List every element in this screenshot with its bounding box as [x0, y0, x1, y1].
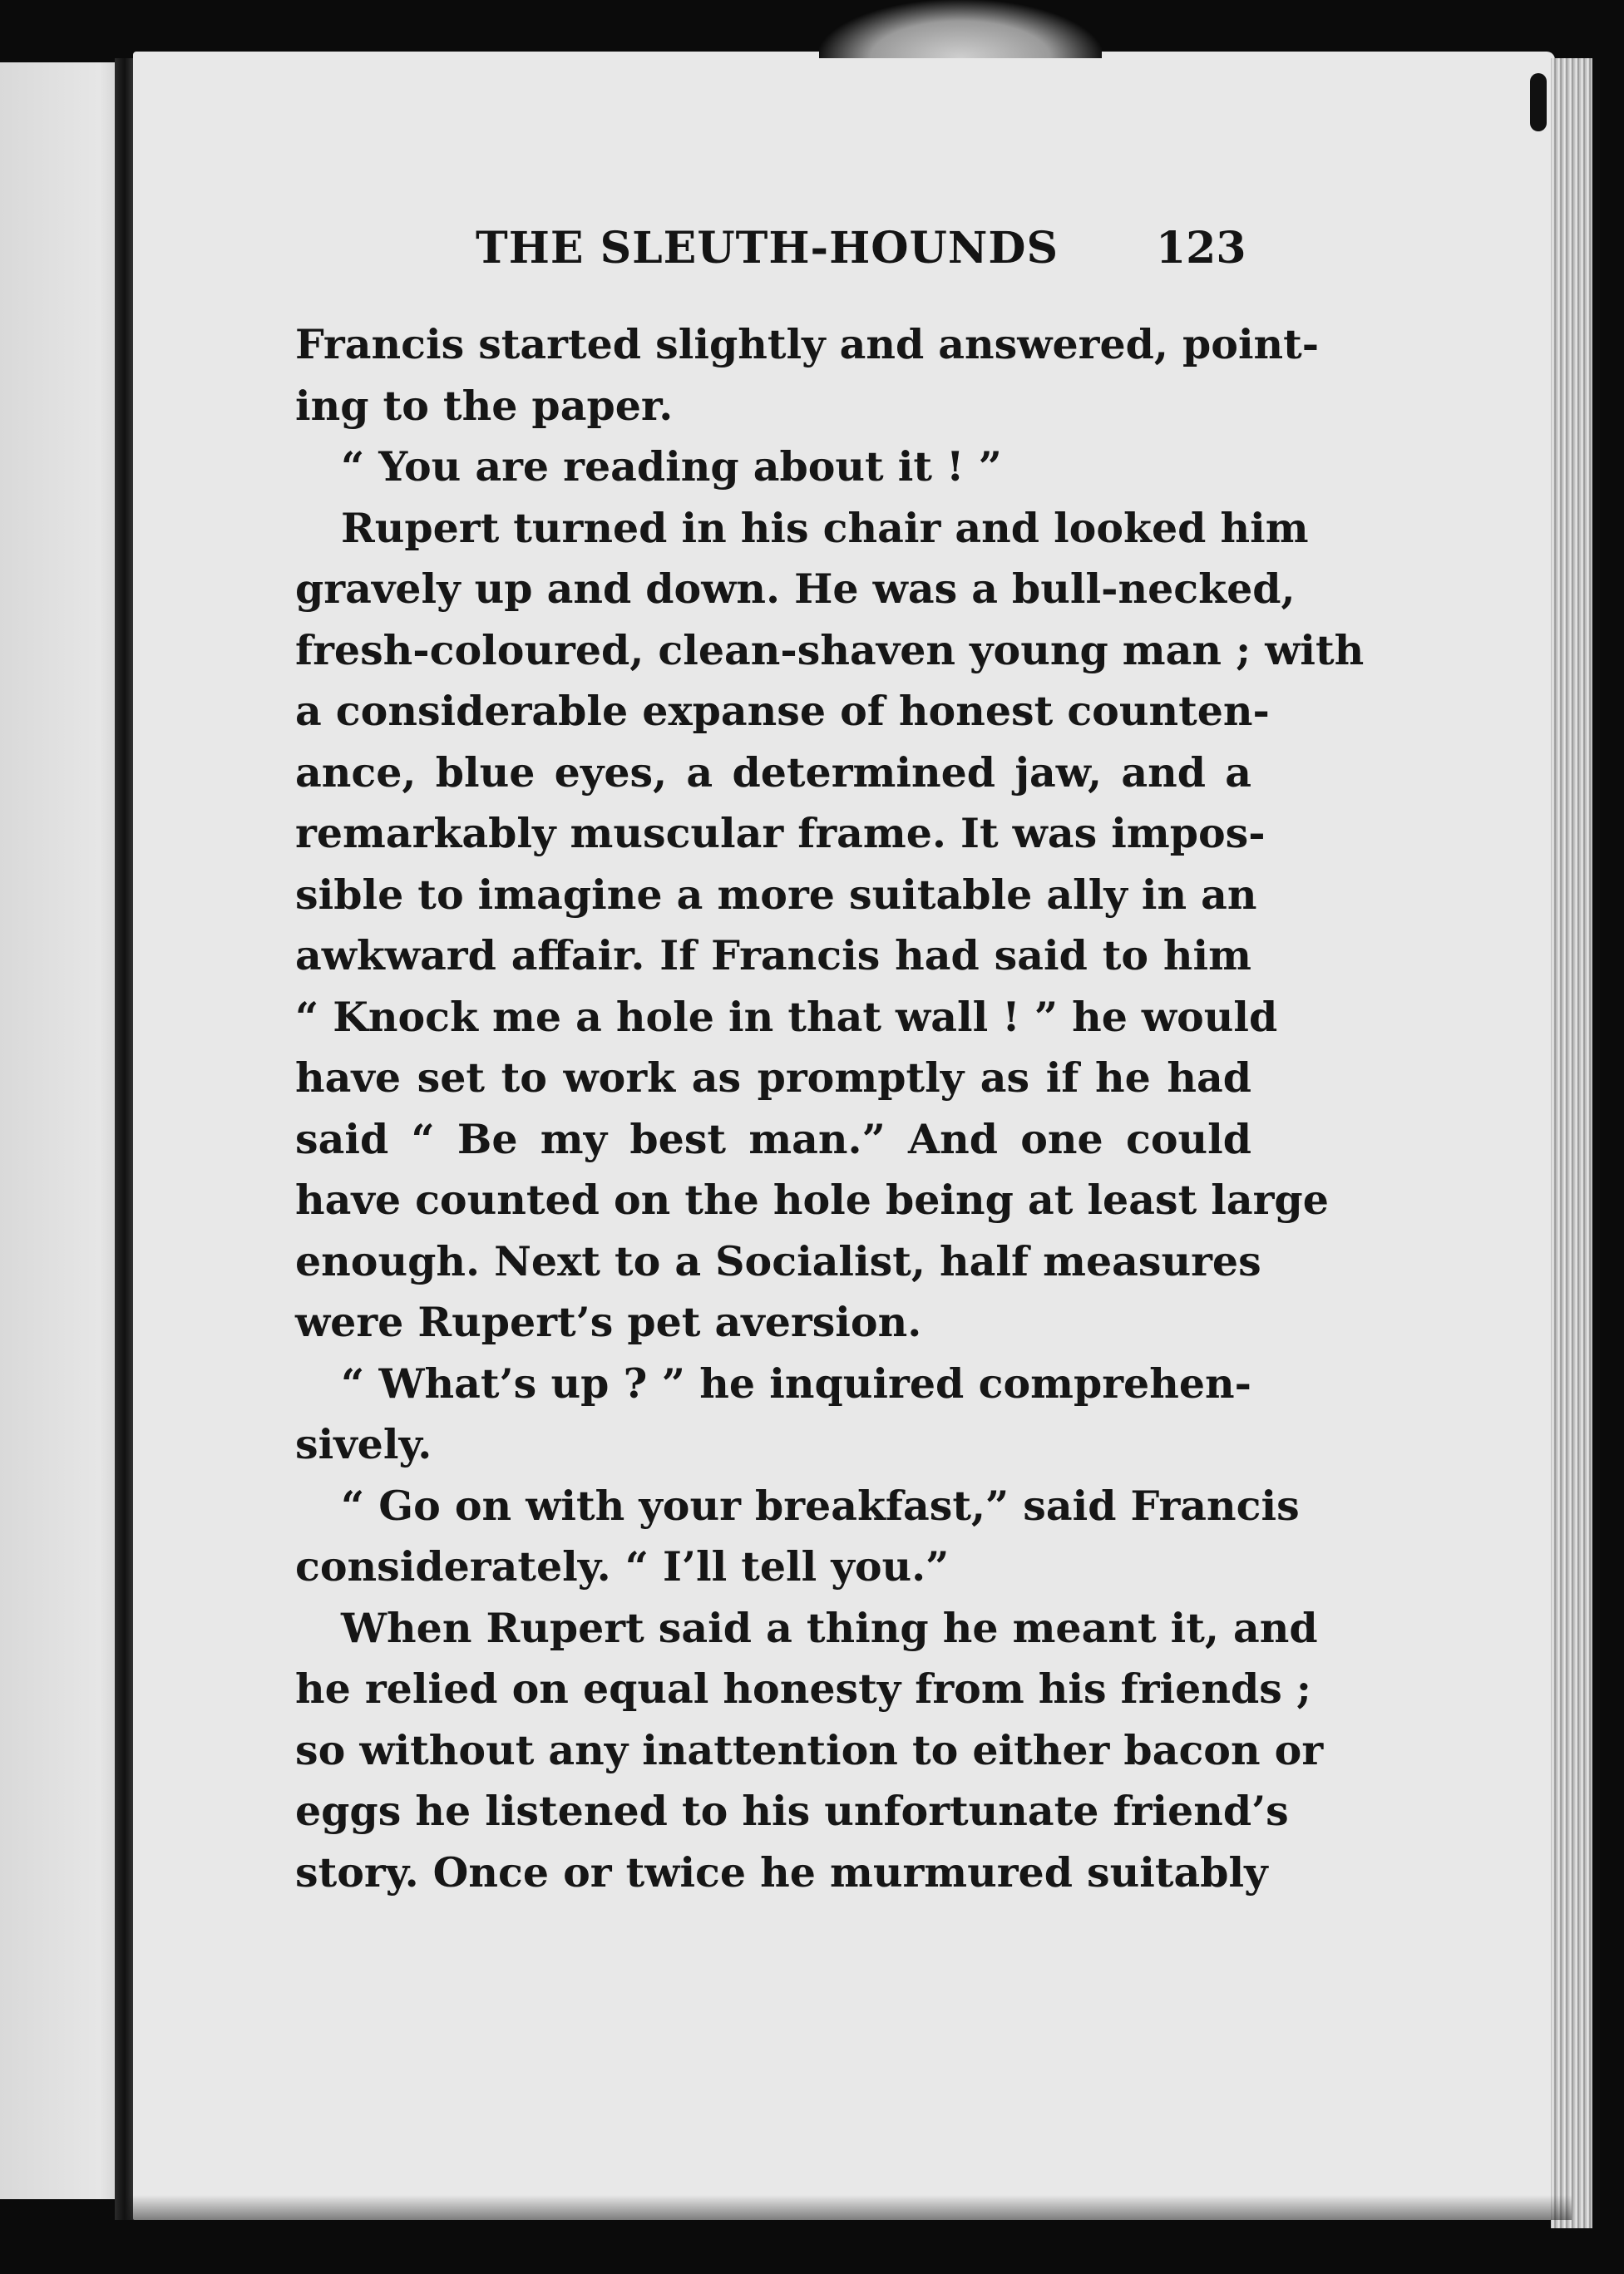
- text-line: gravely up and down. He was a bull-necked,: [295, 565, 1296, 613]
- text-line: “ You are reading about it ! ”: [341, 442, 1002, 491]
- text-line: so without any inattention to either bacon or: [295, 1725, 1324, 1774]
- text-line: Francis started slightly and answered, point-: [295, 320, 1320, 368]
- torn-paper-fragment: [819, 0, 1102, 58]
- text-line: eggs he listened to his unfortunate friend’s: [295, 1787, 1289, 1835]
- text-line: ance, blue eyes, a determined jaw, and a: [295, 747, 1251, 797]
- text-line: awkward affair. If Francis had said to him: [295, 931, 1251, 979]
- text-line: “ What’s up ? ” he inquired comprehen-: [341, 1359, 1251, 1408]
- text-line: sible to imagine a more suitable ally in an: [295, 870, 1257, 919]
- page-number: 123: [1156, 223, 1246, 274]
- text-line: When Rupert said a thing he meant it, and: [341, 1603, 1318, 1652]
- text-line: considerately. “ I’ll tell you.”: [295, 1542, 950, 1591]
- text-line: ing to the paper.: [295, 381, 674, 430]
- running-head: [476, 223, 1246, 281]
- text-line: remarkably muscular frame. It was impos-: [295, 809, 1266, 857]
- page-bottom-shadow: [125, 2195, 1572, 2220]
- text-line: Rupert turned in his chair and looked him: [341, 503, 1309, 552]
- text-line: have set to work as promptly as if he had: [295, 1053, 1251, 1102]
- running-head-title: THE SLEUTH-HOUNDS: [476, 223, 1059, 274]
- text-line: a considerable expanse of honest counten-: [295, 687, 1270, 735]
- text-line: story. Once or twice he murmured suitably: [295, 1847, 1268, 1897]
- page-edges: [1551, 58, 1592, 2228]
- text-line: said “ Be my best man.” And one could: [295, 1114, 1251, 1163]
- text-line: he relied on equal honesty from his friends ;: [295, 1665, 1311, 1713]
- text-line: enough. Next to a Socialist, half measures: [295, 1236, 1261, 1285]
- text-line: were Rupert’s pet aversion.: [295, 1298, 922, 1346]
- book-gutter: [115, 58, 135, 2220]
- body-text: [295, 314, 1365, 1903]
- page-mark: [1530, 73, 1547, 131]
- text-line: “ Go on with your breakfast,” said Francis: [341, 1481, 1300, 1530]
- text-line: fresh-coloured, clean-shaven young man ; with: [295, 625, 1365, 674]
- text-line: “ Knock me a hole in that wall ! ” he would: [295, 992, 1278, 1041]
- text-line: have counted on the hole being at least large: [295, 1176, 1329, 1224]
- text-line: sively.: [295, 1420, 432, 1468]
- left-page-edge: [0, 62, 125, 2199]
